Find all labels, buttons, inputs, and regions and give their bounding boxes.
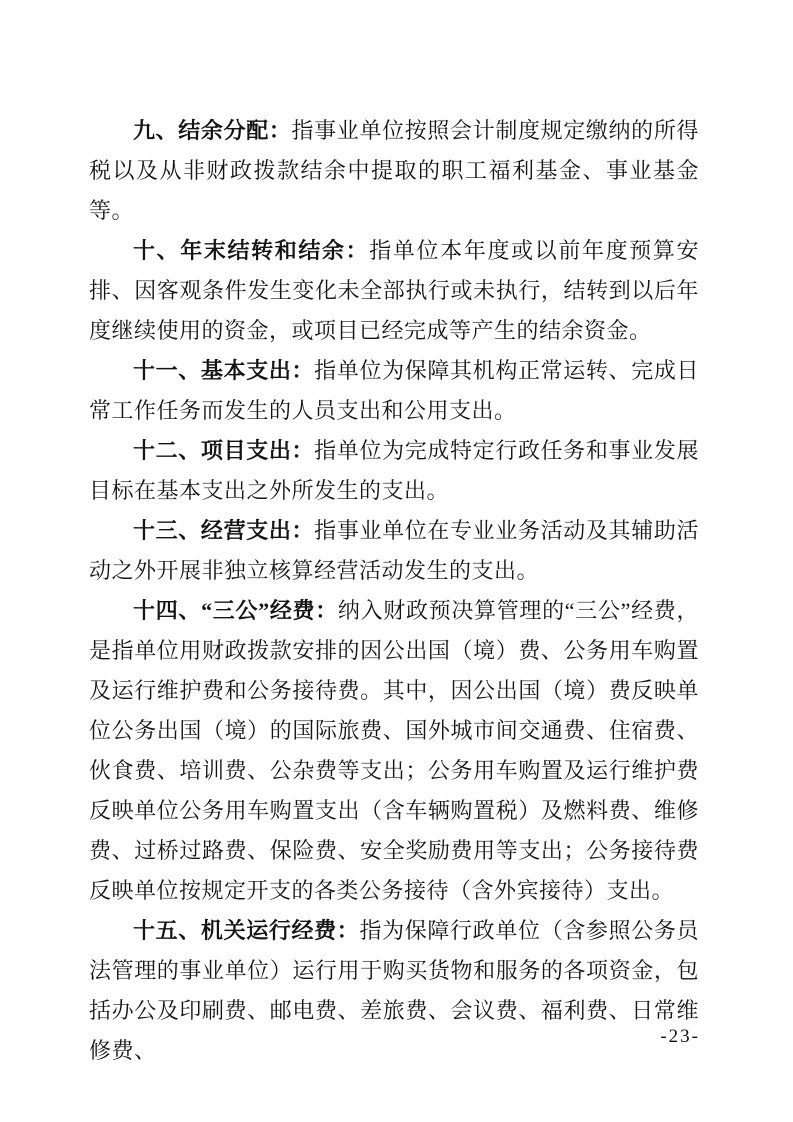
paragraph-heading: 十三、经营支出：: [133, 518, 315, 543]
paragraph-heading: 十五、机关运行经费：: [133, 918, 360, 943]
paragraph-item-15: [89, 911, 699, 1071]
document-body: [89, 111, 699, 1071]
paragraph-body: 指为保障行政单位（含参照公务员法管理的事业单位）运行用于购买货物和服务的各项资金，包括办公及印刷费、邮电费、差旅费、会议费、福利费、日常维修费、: [89, 918, 699, 1063]
paragraph-body: 指事业单位按照会计制度规定缴纳的所得税以及从非财政拨款结余中提取的职工福利基金、事业基金等。: [89, 118, 699, 223]
paragraph-body: 指单位为完成特定行政任务和事业发展目标在基本支出之外所发生的支出。: [89, 438, 699, 503]
paragraph-item-10: [89, 231, 699, 351]
paragraph-body: 纳入财政预决算管理的“三公”经费，是指单位用财政拨款安排的因公出国（境）费、公务用车购置及运行维护费和公务接待费。其中，因公出国（境）费反映单位公务出国（境）的国际旅费、国外城市间交通费、住宿费、伙食费、培训费、公杂费等支出；公务用车购置及运行维护费反映单位公务用车购置支出（含车辆购置税）及燃料费、维修费、过桥过路费、保险费、安全奖励费用等支出；公务接待费反映单位按规定开支的各类公务接待（含外宾接待）支出。: [89, 598, 699, 903]
paragraph-item-13: [89, 511, 699, 591]
paragraph-body: 指单位为保障其机构正常运转、完成日常工作任务而发生的人员支出和公用支出。: [89, 358, 699, 423]
paragraph-body: 指单位本年度或以前年度预算安排、因客观条件发生变化未全部执行或未执行，结转到以后年度继续使用的资金，或项目已经完成等产生的结余资金。: [89, 238, 699, 343]
paragraph-heading: 十二、项目支出：: [133, 438, 315, 463]
paragraph-heading: 十、年末结转和结余：: [133, 238, 370, 263]
page-number: -23-: [660, 1026, 700, 1047]
paragraph-heading: 十四、“三公”经费：: [133, 598, 338, 623]
paragraph-item-12: [89, 431, 699, 511]
paragraph-body: 指事业单位在专业业务活动及其辅助活动之外开展非独立核算经营活动发生的支出。: [89, 518, 699, 583]
paragraph-item-11: [89, 351, 699, 431]
paragraph-item-14: [89, 591, 699, 911]
paragraph-heading: 十一、基本支出：: [133, 358, 315, 383]
paragraph-heading: 九、结余分配：: [133, 118, 292, 143]
paragraph-item-9: [89, 111, 699, 231]
